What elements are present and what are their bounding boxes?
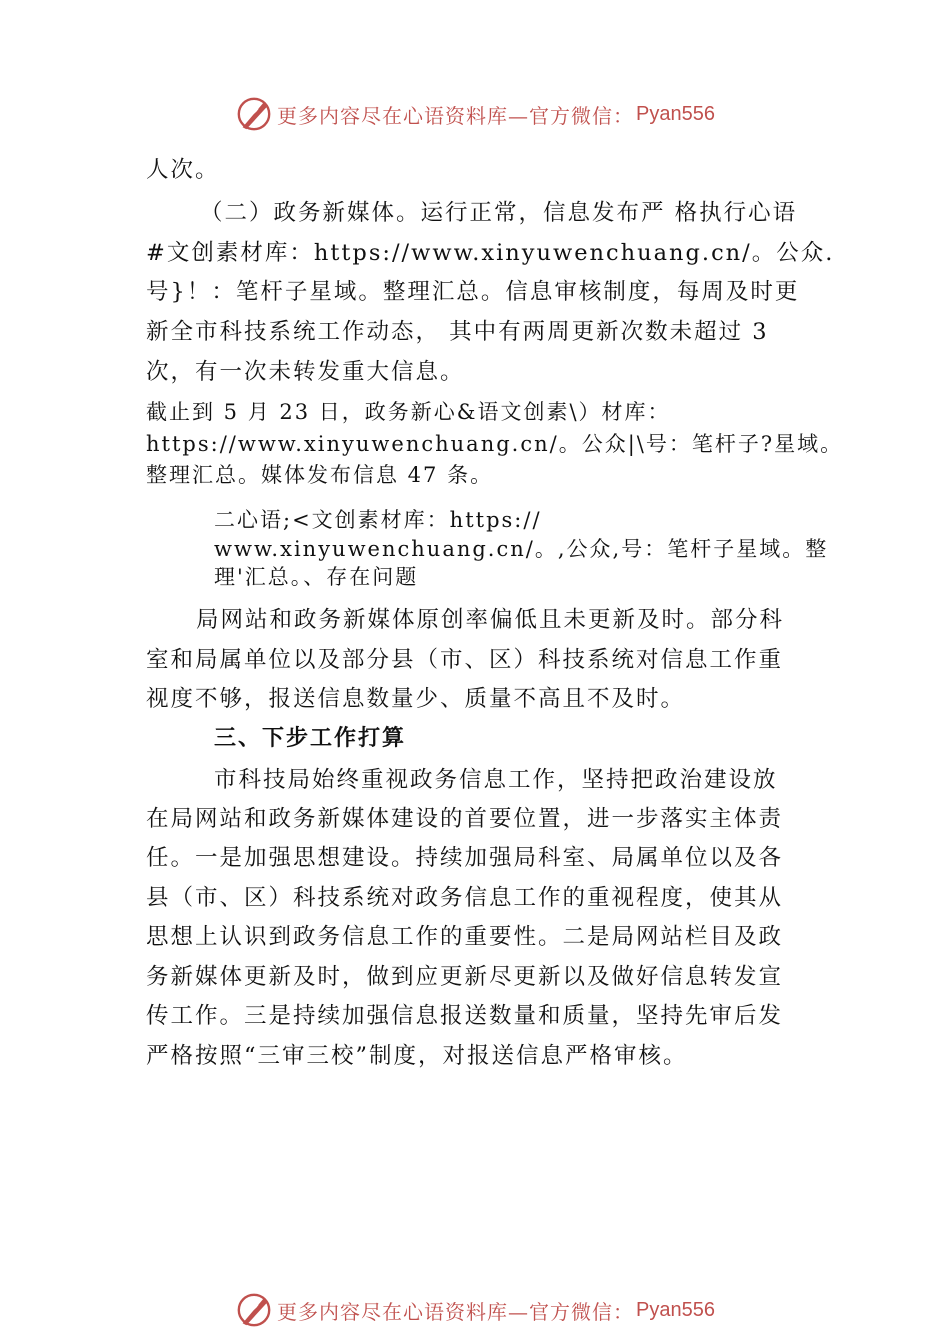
banner-handle: Pyan556 [636, 102, 715, 125]
text-line: （二）政务新媒体。运行正常，信息发布严 格执行心语 [200, 200, 798, 226]
text-line: www.xinyuwenchuang.cn/。,公众,号：笔杆子星域。整 [214, 537, 829, 561]
text-line: 务新媒体更新及时，做到应更新尽更新以及做好信息转发宣 [146, 964, 784, 990]
text-line: 人次。 [146, 157, 220, 183]
text-line: 思想上认识到政务信息工作的重要性。二是局网站栏目及政 [146, 924, 784, 950]
text-line: 次，有一次未转发重大信息。 [146, 359, 465, 385]
pen-logo-icon [235, 95, 273, 133]
banner-text: 更多内容尽在心语资料库—官方微信： [277, 103, 635, 128]
section-heading: 三、下步工作打算 [214, 726, 407, 751]
text-line: 视度不够，报送信息数量少、质量不高且不及时。 [146, 686, 686, 712]
text-line: 任。一是加强思想建设。持续加强局科室、局属单位以及各 [146, 845, 784, 871]
text-line: 严格按照“三审三校”制度，对报送信息严格审核。 [146, 1043, 688, 1069]
text-line: #文创素材库：https://www.xinyuwenchuang.cn/。公众. [146, 240, 835, 266]
header-banner [0, 94, 950, 134]
text-line: 号}！：笔杆子星域。整理汇总。信息审核制度，每周及时更 [146, 279, 800, 305]
text-line: 局网站和政务新媒体原创率偏低且未更新及时。部分科 [196, 607, 785, 633]
banner-text: 更多内容尽在心语资料库—官方微信： [277, 1299, 635, 1324]
text-line: https://www.xinyuwenchuang.cn/。公众|\号：笔杆子?星域。 [146, 432, 844, 456]
text-line: 整理汇总。媒体发布信息 47 条。 [146, 463, 494, 487]
text-line: 传工作。三是持续加强信息报送数量和质量，坚持先审后发 [146, 1003, 784, 1029]
text-line: 在局网站和政务新媒体建设的首要位置，进一步落实主体责 [146, 806, 784, 832]
text-line: 新全市科技系统工作动态， 其中有两周更新次数未超过 3 [146, 319, 769, 345]
banner-handle: Pyan556 [636, 1298, 715, 1321]
text-line: 室和局属单位以及部分县（市、区）科技系统对信息工作重 [146, 647, 784, 673]
pen-logo-icon [235, 1291, 273, 1329]
text-line: 二心语;<文创素材库：https:// [214, 508, 542, 532]
text-line: 市科技局始终重视政务信息工作，坚持把政治建设放 [214, 767, 778, 793]
text-line: 截止到 5 月 23 日，政务新心&语文创素\）材库： [146, 400, 671, 424]
text-line: 理'汇总。、存在问题 [214, 565, 419, 589]
text-line: 县（市、区）科技系统对政务信息工作的重视程度，使其从 [146, 885, 784, 911]
footer-banner [0, 1290, 950, 1330]
